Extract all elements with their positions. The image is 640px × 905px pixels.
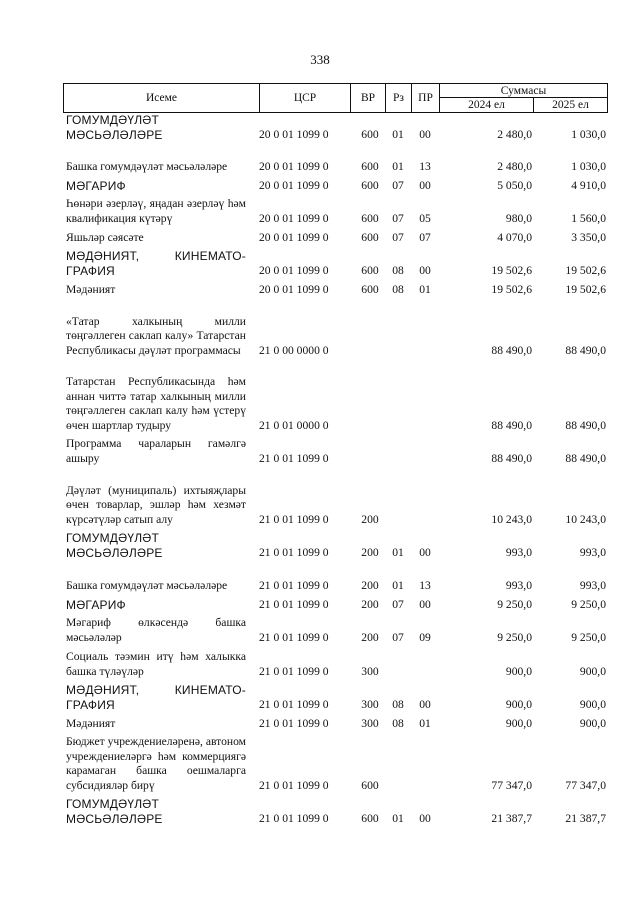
- row-csr: 21 0 00 0000 0: [259, 343, 329, 357]
- row-sum-2025: 77 347,0: [565, 778, 606, 792]
- row-pr: 05: [419, 211, 431, 225]
- row-pr: 13: [419, 578, 431, 592]
- row-vr: 600: [361, 282, 379, 296]
- row-rz: 08: [392, 263, 404, 277]
- table-row: [0, 226, 640, 245]
- row-vr: 600: [361, 778, 379, 792]
- row-sum-2025: 1 560,0: [571, 211, 606, 225]
- row-name: Дәүләт (муниципаль) ихтыяҗлары өчен товарлар, эшләр һәм хезмәт күрсәтүләр сатып алу: [66, 483, 246, 526]
- row-vr: 600: [361, 811, 379, 825]
- col-header-csr: ЦСР: [259, 84, 350, 112]
- row-csr: 21 0 01 1099 0: [259, 697, 329, 711]
- row-sum-2024: 19 502,6: [491, 263, 532, 277]
- row-rz: 08: [392, 716, 404, 730]
- row-sum-2025: 10 243,0: [565, 512, 606, 526]
- table-row: [0, 433, 640, 466]
- row-csr: 21 0 01 1099 0: [259, 778, 329, 792]
- row-name: Программа чараларын гамәлгә ашыру: [66, 437, 246, 465]
- row-csr: 20 0 01 1099 0: [259, 159, 329, 173]
- row-csr: 21 0 01 1099 0: [259, 545, 329, 559]
- table-row: [0, 612, 640, 645]
- row-vr: 200: [361, 512, 379, 526]
- row-csr: 21 0 01 1099 0: [259, 512, 329, 526]
- table-row: [0, 560, 640, 593]
- table-row: [0, 527, 640, 560]
- row-sum-2025: 88 490,0: [565, 451, 606, 465]
- row-pr: 00: [419, 545, 431, 559]
- row-sum-2024: 980,0: [505, 211, 532, 225]
- table-row: [0, 358, 640, 433]
- col-header-pr: ПР: [411, 84, 439, 112]
- row-csr: 20 0 01 1099 0: [259, 127, 329, 141]
- row-rz: 01: [392, 159, 404, 173]
- row-sum-2024: 2 480,0: [497, 127, 532, 141]
- row-sum-2024: 19 502,6: [491, 282, 532, 296]
- row-rz: 08: [392, 697, 404, 711]
- row-csr: 21 0 01 1099 0: [259, 578, 329, 592]
- row-sum-2024: 21 387,7: [491, 811, 532, 825]
- row-name: Татарстан Республикасында һәм аннан читтә татар халкының милли төңгәллеген саклап калу һәм үстерү өчен шартлар тудыру: [66, 375, 246, 432]
- row-sum-2025: 21 387,7: [565, 811, 606, 825]
- row-pr: 00: [419, 178, 431, 192]
- row-name: Бюджет учреждениеләренә, автоном учреждениеләргә һәм коммерциягә карамаган башка оешмаларга субсидияләр бирү: [66, 735, 246, 792]
- row-sum-2025: 88 490,0: [565, 343, 606, 357]
- row-name: Мәдәният: [66, 282, 116, 296]
- col-header-name: Исеме: [145, 92, 178, 104]
- row-pr: 00: [419, 127, 431, 141]
- table-row: [0, 193, 640, 226]
- row-sum-2024: 900,0: [505, 697, 532, 711]
- row-name: ГОМУМДӘҮЛӘТ МӘСЬӘЛӘЛӘРЕ: [66, 797, 163, 826]
- row-name: МӘГАРИФ: [66, 597, 126, 612]
- row-pr: 00: [419, 811, 431, 825]
- row-sum-2024: 77 347,0: [491, 778, 532, 792]
- row-csr: 21 0 01 1099 0: [259, 597, 329, 611]
- row-sum-2025: 9 250,0: [571, 630, 606, 644]
- row-sum-2024: 9 250,0: [497, 597, 532, 611]
- row-rz: 01: [392, 811, 404, 825]
- row-vr: 600: [361, 127, 379, 141]
- row-pr: 09: [419, 630, 431, 644]
- row-sum-2025: 88 490,0: [565, 418, 606, 432]
- row-pr: 00: [419, 597, 431, 611]
- row-vr: 600: [361, 159, 379, 173]
- table-row: [0, 245, 640, 278]
- row-sum-2025: 19 502,6: [565, 282, 606, 296]
- row-name: «Татар халкының милли төңгәллеген саклап калу» Татарстан Республикасы дәүләт программасы: [66, 314, 246, 357]
- row-sum-2024: 4 070,0: [497, 230, 532, 244]
- row-name: Социаль тәэмин итү һәм халыкка башка түләүләр: [66, 650, 246, 678]
- table-row: [0, 174, 640, 193]
- row-rz: 07: [392, 630, 404, 644]
- page-number: 338: [310, 52, 330, 67]
- row-pr: 07: [419, 230, 431, 244]
- table-row: [0, 466, 640, 527]
- row-sum-2025: 3 350,0: [571, 230, 606, 244]
- row-csr: 21 0 01 1099 0: [259, 451, 329, 465]
- row-csr: 20 0 01 1099 0: [259, 263, 329, 277]
- row-sum-2025: 900,0: [579, 697, 606, 711]
- row-sum-2024: 2 480,0: [497, 159, 532, 173]
- row-sum-2024: 88 490,0: [491, 343, 532, 357]
- row-sum-2025: 19 502,6: [565, 263, 606, 277]
- row-rz: 01: [392, 545, 404, 559]
- row-rz: 07: [392, 178, 404, 192]
- row-rz: 08: [392, 282, 404, 296]
- row-csr: 20 0 01 1099 0: [259, 282, 329, 296]
- row-sum-2024: 900,0: [505, 716, 532, 730]
- row-name: ГОМУМДӘҮЛӘТ МӘСЬӘЛӘЛӘРЕ: [66, 531, 163, 560]
- row-vr: 300: [361, 716, 379, 730]
- row-sum-2025: 993,0: [579, 578, 606, 592]
- row-rz: 01: [392, 578, 404, 592]
- row-pr: 01: [419, 282, 431, 296]
- row-sum-2024: 993,0: [505, 545, 532, 559]
- table-row: [0, 114, 640, 142]
- row-name: Һөнәри әзерләү, яңадан әзерләү һәм квалификация күтәрү: [66, 197, 246, 225]
- col-header-year2: 2025 ел: [533, 98, 607, 112]
- col-header-rz: Рз: [385, 84, 411, 112]
- row-name: МӘДӘНИЯТ, КИНЕМАТО-ГРАФИЯ: [66, 249, 246, 278]
- row-sum-2025: 1 030,0: [571, 159, 606, 173]
- row-sum-2024: 900,0: [505, 664, 532, 678]
- row-csr: 20 0 01 1099 0: [259, 178, 329, 192]
- row-name: МӘДӘНИЯТ, КИНЕМАТО-ГРАФИЯ: [66, 683, 246, 712]
- row-rz: 07: [392, 597, 404, 611]
- row-vr: 300: [361, 664, 379, 678]
- row-vr: 600: [361, 230, 379, 244]
- row-name: ГОМУМДӘҮЛӘТ МӘСЬӘЛӘЛӘРЕ: [66, 113, 163, 142]
- table-row: [0, 593, 640, 612]
- row-name: Башка гомумдәүләт мәсьәләләре: [66, 578, 228, 592]
- row-name: Мәгариф өлкәсендә башка мәсьәләләр: [66, 616, 246, 644]
- row-sum-2024: 10 243,0: [491, 512, 532, 526]
- row-sum-2025: 4 910,0: [571, 178, 606, 192]
- row-vr: 600: [361, 178, 379, 192]
- row-vr: 600: [361, 263, 379, 277]
- row-name: Башка гомумдәүләт мәсьәләләре: [66, 159, 228, 173]
- row-vr: 200: [361, 578, 379, 592]
- row-rz: 07: [392, 230, 404, 244]
- row-sum-2024: 5 050,0: [497, 178, 532, 192]
- row-vr: 600: [361, 211, 379, 225]
- row-name: Яшьләр сәясәте: [66, 230, 144, 244]
- row-csr: 20 0 01 1099 0: [259, 211, 329, 225]
- row-rz: 01: [392, 127, 404, 141]
- table-row: [0, 679, 640, 712]
- row-sum-2025: 993,0: [579, 545, 606, 559]
- row-sum-2025: 9 250,0: [571, 597, 606, 611]
- table-row: [0, 731, 640, 793]
- row-csr: 21 0 01 1099 0: [259, 716, 329, 730]
- row-sum-2025: 900,0: [579, 664, 606, 678]
- row-pr: 00: [419, 697, 431, 711]
- table-row: [0, 793, 640, 826]
- row-vr: 200: [361, 630, 379, 644]
- row-pr: 01: [419, 716, 431, 730]
- row-csr: 20 0 01 1099 0: [259, 230, 329, 244]
- row-sum-2025: 900,0: [579, 716, 606, 730]
- row-sum-2024: 9 250,0: [497, 630, 532, 644]
- budget-table-body: [0, 114, 640, 826]
- row-name: Мәдәният: [66, 716, 116, 730]
- table-row: [0, 142, 640, 174]
- row-csr: 21 0 01 1099 0: [259, 630, 329, 644]
- col-header-vr: ВР: [350, 84, 385, 112]
- row-pr: 00: [419, 263, 431, 277]
- table-row: [0, 297, 640, 358]
- table-row: [0, 645, 640, 679]
- row-vr: 200: [361, 597, 379, 611]
- col-header-year1: 2024 ел: [439, 98, 533, 112]
- row-vr: 200: [361, 545, 379, 559]
- col-header-sums: Суммасы: [439, 84, 607, 98]
- row-name: МӘГАРИФ: [66, 178, 126, 193]
- row-rz: 07: [392, 211, 404, 225]
- row-csr: 21 0 01 1099 0: [259, 811, 329, 825]
- row-pr: 13: [419, 159, 431, 173]
- row-sum-2024: 88 490,0: [491, 451, 532, 465]
- row-sum-2025: 1 030,0: [571, 127, 606, 141]
- row-sum-2024: 88 490,0: [491, 418, 532, 432]
- table-row: [0, 712, 640, 731]
- table-header: [63, 83, 608, 113]
- row-sum-2024: 993,0: [505, 578, 532, 592]
- table-row: [0, 278, 640, 297]
- row-csr: 21 0 01 1099 0: [259, 664, 329, 678]
- row-vr: 300: [361, 697, 379, 711]
- row-csr: 21 0 01 0000 0: [259, 418, 329, 432]
